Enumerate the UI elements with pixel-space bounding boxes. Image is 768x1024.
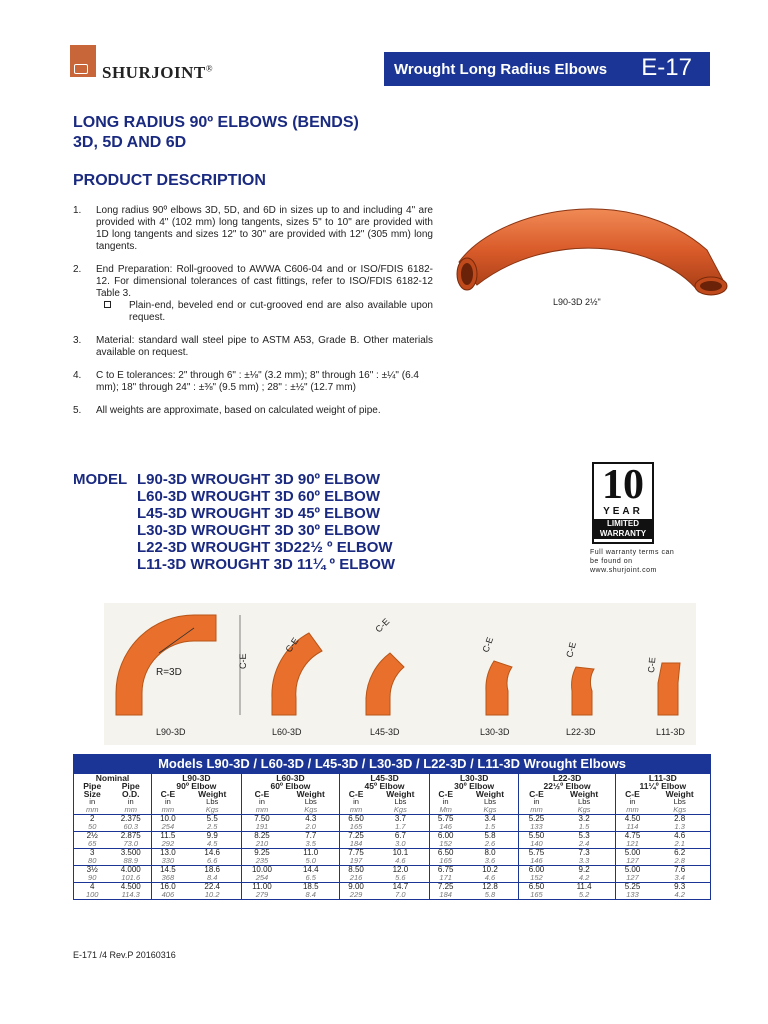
table-cell: Weight <box>296 789 325 799</box>
page-title-bar <box>384 52 710 86</box>
table-cell: Kgs <box>462 806 519 815</box>
table-cell: C-E <box>519 790 554 798</box>
table-cell: 8.0 <box>484 848 496 857</box>
table-cell: 191 <box>241 823 282 832</box>
table-cell: 3 <box>89 848 95 857</box>
table-cell: 9.9 <box>206 831 218 840</box>
table-cell: Size <box>83 789 101 799</box>
table-cell: 165 <box>340 823 372 832</box>
table-cell: 146 <box>519 857 554 866</box>
table-cell: 279 <box>241 891 282 900</box>
table-cell: Weight <box>198 789 227 799</box>
table-cell: 4.6 <box>462 874 519 883</box>
table-cell: 5.8 <box>484 831 496 840</box>
table-cell: 184 <box>340 840 372 849</box>
list-item: 5. All weights are approximate, based on calculated weight of pipe. <box>73 405 381 416</box>
table-cell: 210 <box>241 840 282 849</box>
table-cell: 90º Elbow <box>152 782 242 790</box>
table-cell: mm <box>152 806 184 815</box>
table-cell: 140 <box>519 840 554 849</box>
table-cell: in <box>519 798 554 806</box>
table-cell: in <box>241 798 282 806</box>
table-cell: Pipe <box>121 781 140 791</box>
table-cell: 11.5 <box>152 832 184 841</box>
table-cell: 6.2 <box>674 848 686 857</box>
elbow-diagram <box>104 603 696 745</box>
table-cell: 2½ <box>86 831 98 840</box>
table-cell: 22½º Elbow <box>519 782 615 790</box>
table-cell: L30-3D <box>429 774 519 783</box>
ce-label: C-E <box>646 656 658 674</box>
brand-name: SHURJOINT <box>102 63 206 82</box>
table-cell: 9.3 <box>674 882 686 891</box>
table-cell: L45-3D <box>340 774 430 783</box>
diagram-caption: L90-3D <box>156 727 186 737</box>
table-cell: 5.3 <box>578 831 590 840</box>
table-cell: 10.00 <box>241 866 282 875</box>
table-cell: 2.8 <box>674 814 686 823</box>
table-cell: Kgs <box>554 806 616 815</box>
table-cell: 6.50 <box>429 849 461 858</box>
diagram-caption: L22-3D <box>566 727 596 737</box>
table-cell: 9.00 <box>340 883 372 892</box>
table-cell: 13.0 <box>152 849 184 858</box>
warranty-note: Full warranty terms can be found on www.shurjoint.com <box>590 549 675 574</box>
table-cell: 5.5 <box>206 814 218 823</box>
table-cell: 152 <box>519 874 554 883</box>
table-cell: 292 <box>152 840 184 849</box>
table-cell: 30º Elbow <box>429 782 519 790</box>
table-cell: Nominal <box>95 773 130 783</box>
table-cell: 3.500 <box>120 848 141 857</box>
sub-item: Plain-end, beveled end or cut-grooved end are also available upon request. <box>96 300 433 324</box>
table-cell: 7.6 <box>674 865 686 874</box>
table-cell: 4.2 <box>674 890 685 899</box>
ce-label: C-E <box>373 616 392 635</box>
table-cell: 5.75 <box>519 849 554 858</box>
table-cell: 6.7 <box>394 831 406 840</box>
page-code: E-17 <box>641 54 692 81</box>
list-item: 3. Material: standard wall steel pipe to ASTM A53, Grade B. Other materials available on request. <box>73 335 433 358</box>
table-cell: 73.0 <box>110 840 151 849</box>
table-cell: 7.75 <box>340 849 372 858</box>
diagram-caption: L60-3D <box>272 727 302 737</box>
table-cell: C-E <box>615 790 649 798</box>
table-cell: 4.2 <box>554 874 616 883</box>
ce-label: C-E <box>480 635 496 654</box>
table-cell: 330 <box>152 857 184 866</box>
model-list <box>73 471 395 573</box>
table-cell: 4.6 <box>372 857 429 866</box>
registered-mark: ® <box>205 63 214 74</box>
table-cell: Mm <box>429 806 461 815</box>
table-cell: 16.0 <box>152 883 184 892</box>
table-cell: 7.0 <box>395 890 406 899</box>
table-cell: 5.6 <box>372 874 429 883</box>
table-cell: 4.5 <box>184 840 241 849</box>
table-cell: 14.7 <box>392 882 409 891</box>
table-cell: 3.4 <box>484 814 496 823</box>
table-cell: 5.25 <box>615 883 649 892</box>
table-cell: Weight <box>475 789 505 799</box>
table-cell: 80 <box>74 857 111 866</box>
table-cell: Kgs <box>184 806 241 815</box>
table-cell: 146 <box>429 823 461 832</box>
table-cell: 4.6 <box>674 831 686 840</box>
table-cell: 254 <box>152 823 184 832</box>
table-cell: 4.000 <box>120 865 141 874</box>
table-cell: 5.00 <box>615 849 649 858</box>
brand-logo <box>70 45 280 83</box>
table-cell: 5.25 <box>519 815 554 824</box>
table-cell: Pipe <box>83 781 102 791</box>
page-title: Wrought Long Radius Elbows <box>394 61 608 78</box>
table-cell: 5.2 <box>578 890 590 899</box>
photo-caption: L90-3D 2½" <box>553 297 601 307</box>
logo-icon <box>70 45 96 77</box>
table-cell: 254 <box>241 874 282 883</box>
warranty-badge <box>592 462 654 544</box>
table-cell: 2.1 <box>649 840 710 849</box>
table-cell: 10.1 <box>392 848 409 857</box>
table-cell: 14.4 <box>302 865 319 874</box>
table-cell: 100 <box>85 890 99 899</box>
model-line: L22-3D WROUGHT 3D22½ º ELBOW <box>137 539 393 556</box>
table-cell: 6.50 <box>340 815 372 824</box>
table-cell: 1.3 <box>649 823 710 832</box>
model-line: L90-3D WROUGHT 3D 90º ELBOW <box>137 471 381 488</box>
table-cell: 368 <box>152 874 184 883</box>
table-cell: 18.5 <box>302 882 319 891</box>
table-cell: 6.6 <box>184 857 241 866</box>
table-cell: Lbs <box>578 797 591 806</box>
table-cell: 6.50 <box>519 883 554 892</box>
table-cell: 1.5 <box>462 823 519 832</box>
table-cell: 229 <box>340 891 372 900</box>
table-cell: 2.375 <box>120 814 141 823</box>
table-cell: 10.0 <box>152 815 184 824</box>
table-cell: 7.3 <box>578 848 590 857</box>
table-cell: 3.3 <box>554 857 616 866</box>
table-cell: 9.2 <box>578 865 590 874</box>
table-cell: 18.6 <box>204 865 220 874</box>
table-cell: Kgs <box>372 806 429 815</box>
table-cell: mm <box>519 806 554 815</box>
table-cell: 3.4 <box>649 874 710 883</box>
table-cell: 3.7 <box>394 814 406 823</box>
model-line: L30-3D WROUGHT 3D 30º ELBOW <box>137 522 381 539</box>
table-cell: 60.3 <box>110 823 151 832</box>
table-cell: 216 <box>340 874 372 883</box>
dimensions-table <box>73 773 711 900</box>
table-cell: 121 <box>615 840 649 849</box>
table-cell: mm <box>615 806 649 815</box>
table-cell: 406 <box>152 891 184 900</box>
table-cell: 3.2 <box>578 814 590 823</box>
table-cell: in <box>340 798 372 806</box>
model-line: L45-3D WROUGHT 3D 45º ELBOW <box>137 505 381 522</box>
table-cell: Lbs <box>304 797 317 806</box>
table-cell: 2.8 <box>649 857 710 866</box>
table-cell: 8.4 <box>305 890 316 899</box>
table-cell: 5.75 <box>429 815 461 824</box>
table-cell: 5.00 <box>615 866 649 875</box>
table-cell: 4.50 <box>615 815 649 824</box>
table-cell: 11.00 <box>241 883 282 892</box>
table-cell: Lbs <box>673 797 686 806</box>
table-row <box>74 891 711 900</box>
table-cell: 4.75 <box>615 832 649 841</box>
table-cell: 127 <box>615 857 649 866</box>
table-cell: mm <box>340 806 372 815</box>
table-cell: in <box>127 797 134 806</box>
diagram-caption: L30-3D <box>480 727 510 737</box>
table-cell: Kgs <box>282 806 339 815</box>
table-cell: 90 <box>74 874 111 883</box>
table-cell: 152 <box>429 840 461 849</box>
table-cell: C-E <box>241 790 282 798</box>
table-cell: in <box>429 798 461 806</box>
diagram-caption: L45-3D <box>370 727 400 737</box>
table-cell: 10.2 <box>482 865 498 874</box>
table-cell: 165 <box>519 891 554 900</box>
table-cell: 22.4 <box>204 882 220 891</box>
model-line: L11-3D WROUGHT 3D 11¼ º ELBOW <box>137 556 396 573</box>
table-cell: 101.6 <box>110 874 151 883</box>
description-list <box>73 205 433 428</box>
model-label: MODEL <box>73 471 128 488</box>
table-cell: 2.5 <box>184 823 241 832</box>
table-cell: 65 <box>74 840 111 849</box>
table-cell: 114 <box>615 823 649 832</box>
table-cell: 6.00 <box>429 832 461 841</box>
table-cell: 5.8 <box>484 890 496 899</box>
table-cell: O.D. <box>122 789 140 799</box>
table-cell: 11.0 <box>303 848 319 857</box>
table-cell: Lbs <box>206 797 219 806</box>
warranty-limited: LIMITED <box>607 519 639 528</box>
table-cell: L11-3D <box>615 774 710 783</box>
table-cell: 3.6 <box>462 857 519 866</box>
table-cell: C-E <box>429 790 461 798</box>
table-cell: C-E <box>340 790 372 798</box>
main-heading-line2: 3D, 5D AND 6D <box>73 134 187 151</box>
table-cell: 7.50 <box>241 815 282 824</box>
table-cell: 4.500 <box>120 882 141 891</box>
warranty-word: WARRANTY <box>599 529 647 538</box>
table-cell: 3½ <box>86 865 98 874</box>
ce-label: C-E <box>564 640 578 659</box>
table-cell: mm <box>110 806 151 815</box>
table-cell: 1.7 <box>372 823 429 832</box>
table-cell: 11.4 <box>576 882 592 891</box>
table-cell: 11¼º Elbow <box>615 782 710 790</box>
table-cell: 3.0 <box>372 840 429 849</box>
table-cell: 8.4 <box>184 874 241 883</box>
model-line: L60-3D WROUGHT 3D 60º ELBOW <box>137 488 381 505</box>
table-cell: 2 <box>89 814 95 823</box>
table-cell: 7.7 <box>305 831 317 840</box>
table-cell: 6.00 <box>519 866 554 875</box>
table-cell: 165 <box>429 857 461 866</box>
table-cell: 4 <box>89 882 95 891</box>
ce-label: C-E <box>283 635 301 655</box>
checkbox-bullet-icon <box>96 300 129 324</box>
table-cell: 4.3 <box>305 814 317 823</box>
list-item: 2. End Preparation: Roll-grooved to AWWA C606-04 and or ISO/FDIS 6182-12. For dimensional tolerances of cast fittings, refer to ISO/FDIS 6182-12 Table 3. Plain-end, beveled end or cut-grooved end are also available upon request. <box>73 264 433 323</box>
table-cell: 45º Elbow <box>340 782 430 790</box>
table-cell: 197 <box>340 857 372 866</box>
radius-label: R=3D <box>156 667 182 678</box>
table-cell: 184 <box>429 891 461 900</box>
diagram-caption: L11-3D <box>656 727 685 737</box>
table-cell: 7.25 <box>340 832 372 841</box>
table-cell: Lbs <box>483 797 497 806</box>
table-cell: 88.9 <box>110 857 151 866</box>
table-cell: in <box>152 798 184 806</box>
table-cell: 2.0 <box>282 823 339 832</box>
table-cell: 2.875 <box>120 831 141 840</box>
main-heading <box>73 113 433 153</box>
table-cell: Weight <box>665 789 694 799</box>
footer-doc-code: E-171 /4 Rev.P 20160316 <box>73 950 176 960</box>
table-cell: 9.25 <box>241 849 282 858</box>
table-cell: 5.0 <box>282 857 339 866</box>
table-cell: 5.50 <box>519 832 554 841</box>
table-cell: 3.5 <box>282 840 339 849</box>
table-cell: 2.6 <box>462 840 519 849</box>
main-heading-line1: LONG RADIUS 90º ELBOWS (BENDS) <box>73 114 359 131</box>
warranty-year-word: YEAR <box>603 506 643 517</box>
table-cell: 133 <box>615 891 649 900</box>
table-title: Models L90-3D / L60-3D / L45-3D / L30-3D / L22-3D / L11-3D Wrought Elbows <box>73 754 711 773</box>
table-cell: 60º Elbow <box>241 782 340 790</box>
table-cell: 235 <box>241 857 282 866</box>
table-cell: 8.50 <box>340 866 372 875</box>
table-cell: 14.6 <box>204 848 220 857</box>
table-cell: Weight <box>386 789 415 799</box>
table-cell: 6.75 <box>429 866 461 875</box>
table-cell: 114.3 <box>121 890 140 899</box>
table-cell: in <box>89 797 96 806</box>
table-cell: 6.5 <box>282 874 339 883</box>
table-cell: 171 <box>429 874 461 883</box>
table-cell: 127 <box>615 874 649 883</box>
table-cell: Kgs <box>649 806 710 815</box>
table-cell: 2.4 <box>554 840 616 849</box>
table-cell: 14.5 <box>152 866 184 875</box>
table-cell: Lbs <box>394 797 407 806</box>
ce-label: C-E <box>238 653 248 669</box>
section-title: PRODUCT DESCRIPTION <box>73 172 266 189</box>
table-cell: L60-3D <box>241 774 340 783</box>
table-cell: 12.0 <box>392 865 409 874</box>
table-cell: 50 <box>74 823 111 832</box>
table-cell: C-E <box>152 790 184 798</box>
table-cell: 133 <box>519 823 554 832</box>
table-cell: Weight <box>569 789 599 799</box>
table-cell: in <box>615 798 649 806</box>
warranty-years: 10 <box>602 462 644 508</box>
table-cell: L90-3D <box>152 774 242 783</box>
table-cell: 8.25 <box>241 832 282 841</box>
list-item: 4. C to E tolerances: 2" through 6" : ±⅛" (3.2 mm); 8" through 16" : ±¼" (6.4 mm); 18" through 24" : ±⅜" (9.5 mm) ; 28" : ±½" (12.7 mm) <box>73 370 419 393</box>
table-cell: L22-3D <box>519 774 615 783</box>
table-cell: 1.5 <box>554 823 616 832</box>
list-item: 1. Long radius 90º elbows 3D, 5D, and 6D in sizes up to and including 4" are provided with 4" (102 mm) long tangents, sizes 5" to 10" are provided with 1D long tangents and sizes 12" to 30" are provided with 12" (305 mm) long tangents. <box>73 205 433 252</box>
table-cell: mm <box>74 806 111 815</box>
table-cell: 12.8 <box>482 882 498 891</box>
table-cell: mm <box>241 806 282 815</box>
table-cell: 10.2 <box>204 890 220 899</box>
table-cell: 7.25 <box>429 883 461 892</box>
